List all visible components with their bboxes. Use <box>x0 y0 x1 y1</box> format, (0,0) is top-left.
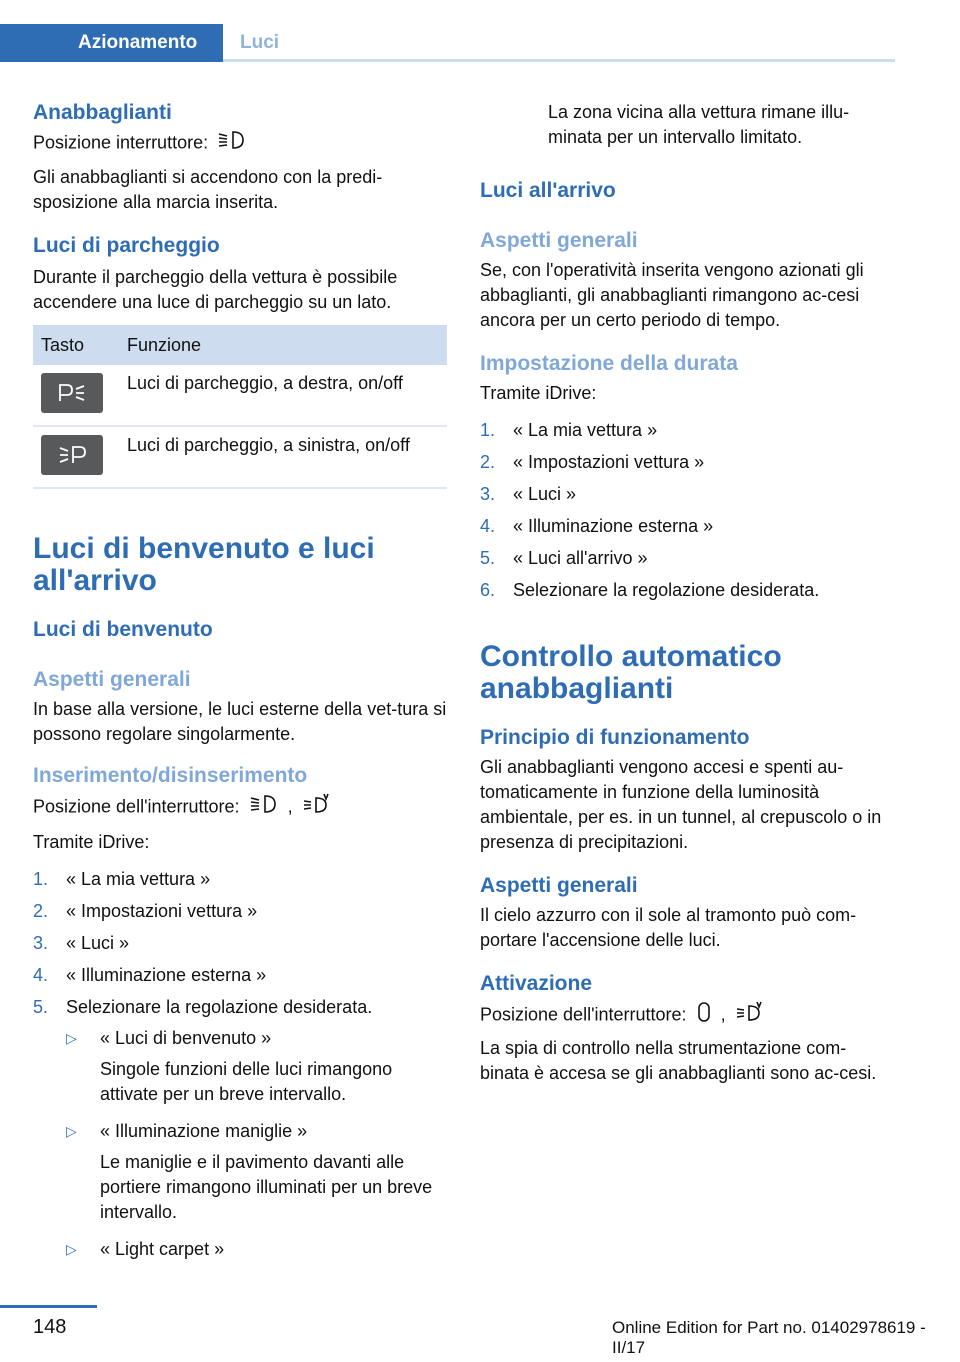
list-item: 2. « Impostazioni vettura » <box>33 901 258 921</box>
heading-luci-benvenuto: Luci di benvenuto <box>33 618 213 641</box>
triangle-bullet-icon: ▷ <box>66 1241 77 1257</box>
edition-note: Online Edition for Part no. 01402978619 - II/17 <box>612 1318 926 1357</box>
parking-light-table <box>33 325 447 489</box>
left-column <box>33 100 447 1274</box>
heading-controllo-automatico: Controllo automatico anabbaglianti <box>480 640 782 705</box>
heading-aspetti-generali: Aspetti generali <box>33 668 191 691</box>
auto-headlight-icon <box>302 793 332 822</box>
heading-benvenuto-section: Luci di benvenuto e luci all'arrivo <box>33 532 375 597</box>
page-number: 148 <box>33 1316 67 1338</box>
header-bar <box>0 24 895 62</box>
heading-inserimento: Inserimento/disinserimento <box>33 764 308 787</box>
tramite-idrive-label: Tramite iDrive: <box>33 832 150 852</box>
parcheggio-text: Durante il parcheggio della vettura è possibile accendere una luce di parcheggio su un lato. <box>33 267 398 312</box>
light-off-icon <box>696 1001 712 1030</box>
list-item: 4. « Illuminazione esterna » <box>33 965 267 985</box>
list-item: 1. « La mia vettura » <box>480 420 658 440</box>
attivazione-text: La spia di controllo nella strumentazione com-binata è accesa se gli anabbaglianti sono ac-cesi. <box>480 1038 877 1083</box>
header-divider <box>223 59 895 62</box>
list-item: 5. Selezionare la regolazione desiderata. ▷ « Luci di benvenuto » Singole funzioni delle luci rimangono attivate per un breve intervallo. ▷ « Illuminazione maniglie » Le maniglie e il pavimento davanti alle portiere rimangono illuminati per un breve intervallo. ▷ « Light carpet » <box>33 995 447 1262</box>
list-item: 5. « Luci all'arrivo » <box>480 548 648 568</box>
aspetti2-text: Il cielo azzurro con il sole al tramonto può com-portare l'accensione delle luci. <box>480 905 857 950</box>
section-tab[interactable]: Luci <box>240 32 280 53</box>
table-cell: Luci di parcheggio, a sinistra, on/off <box>119 426 447 488</box>
chapter-tab[interactable]: Azionamento <box>0 24 223 62</box>
heading-parcheggio: Luci di parcheggio <box>33 234 220 257</box>
sub-options-list <box>66 1026 447 1262</box>
table-header-tasto: Tasto <box>33 325 119 365</box>
right-column <box>480 100 895 1086</box>
footer-divider <box>0 1305 97 1308</box>
heading-durata: Impostazione della durata <box>480 352 738 375</box>
tramite-idrive-label: Tramite iDrive: <box>480 383 597 403</box>
heading-attivazione: Attivazione <box>480 972 593 995</box>
triangle-bullet-icon: ▷ <box>66 1123 77 1139</box>
table-cell: Luci di parcheggio, a destra, on/off <box>119 365 447 426</box>
heading-principio: Principio di funzionamento <box>480 726 750 749</box>
idrive-steps-list <box>480 418 895 603</box>
auto-headlight-icon <box>735 1001 765 1030</box>
heading-aspetti-generali: Aspetti generali <box>480 229 638 252</box>
list-item: 2. « Impostazioni vettura » <box>480 452 705 472</box>
sub-item: ▷ « Illuminazione maniglie » Le maniglie e il pavimento davanti alle portiere rimangono illuminati per un breve intervallo. <box>66 1121 433 1222</box>
aspetti-text: In base alla versione, le luci esterne della vet-tura si possono regolare singolarmente. <box>33 699 447 744</box>
switch-position-text: Posizione dell'interruttore: , <box>480 1001 895 1030</box>
anabbaglianti-text: Gli anabbaglianti si accendono con la predi-sposizione alla marcia inserita. <box>33 167 383 212</box>
light-carpet-text: La zona vicina alla vettura rimane illu-minata per un intervallo limitato. <box>548 102 850 147</box>
switch-position-text: Posizione dell'interruttore: , <box>33 793 447 822</box>
switch-position-text: Posizione interruttore: <box>33 130 447 157</box>
heading-anabbaglianti: Anabbaglianti <box>33 101 172 124</box>
idrive-steps-list <box>33 867 447 1262</box>
aspetti-text: Se, con l'operatività inserita vengono azionati gli abbaglianti, gli anabbaglianti rimangono ac-cesi ancora per un certo periodo di tempo. <box>480 260 864 330</box>
list-item: 4. « Illuminazione esterna » <box>480 516 714 536</box>
sub-item: ▷ « Luci di benvenuto » Singole funzioni delle luci rimangono attivate per un breve intervallo. <box>66 1028 393 1104</box>
triangle-bullet-icon: ▷ <box>66 1030 77 1046</box>
sub-item: ▷ « Light carpet » <box>66 1237 447 1262</box>
list-item: 3. « Luci » <box>33 933 130 953</box>
heading-aspetti-generali-2: Aspetti generali <box>480 874 638 897</box>
low-beam-icon <box>249 794 279 821</box>
parking-light-left-icon[interactable] <box>41 435 103 475</box>
table-row <box>33 426 447 488</box>
low-beam-icon <box>217 130 247 157</box>
parking-light-right-icon[interactable] <box>41 373 103 413</box>
principio-text: Gli anabbaglianti vengono accesi e spenti au-tomaticamente in funzione della luminosità ambientale, per es. in un tunnel, al crepuscolo o in presenza di precipitazioni. <box>480 757 882 852</box>
table-header-funzione: Funzione <box>119 325 447 365</box>
list-item: 6. Selezionare la regolazione desiderata. <box>480 580 820 600</box>
table-row <box>33 365 447 426</box>
list-item: 3. « Luci » <box>480 484 577 504</box>
heading-luci-arrivo: Luci all'arrivo <box>480 179 616 202</box>
list-item: 1. « La mia vettura » <box>33 869 211 889</box>
table-header-row <box>33 325 447 365</box>
